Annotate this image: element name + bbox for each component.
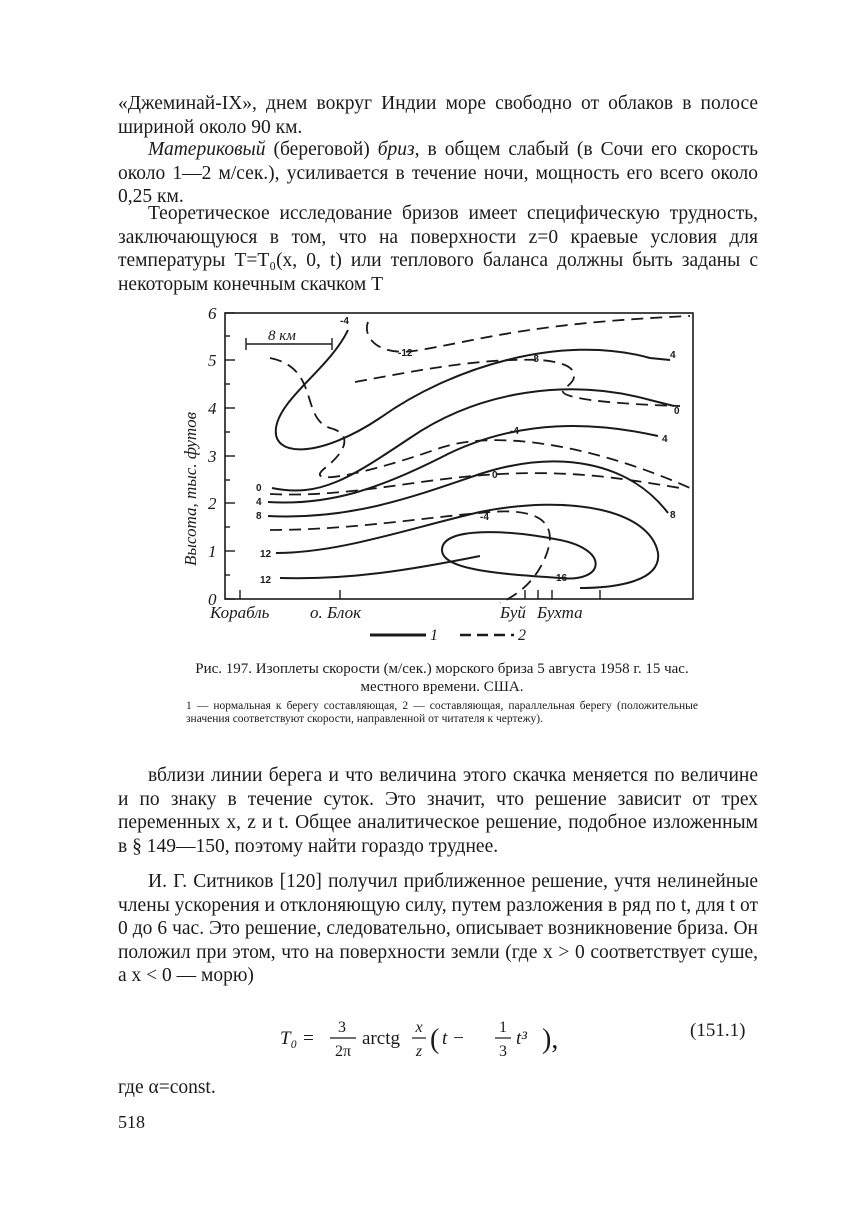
label-solid-8: 8 xyxy=(256,511,262,522)
formula-note: где α=const. xyxy=(118,1077,216,1098)
formula-coef-num: 3 xyxy=(338,1019,346,1036)
y-tick-3: 3 xyxy=(208,447,217,466)
formula-bracket-open: ( xyxy=(430,1024,440,1055)
contour-dashed-minus8 xyxy=(355,360,680,406)
label-solid-12a: 12 xyxy=(260,549,272,560)
paragraph-1: «Джеминай-IX», днем вокруг Индии море свободно от облаков в полосе шириной около 90 км. xyxy=(118,93,758,138)
y-tick-marks xyxy=(225,313,235,599)
formula-coef-den: 2π xyxy=(334,1043,352,1060)
label-solid-8-right: 8 xyxy=(670,510,676,521)
contour-dashed-minus4-lower xyxy=(270,511,550,603)
place-ship: Корабль xyxy=(210,603,270,622)
contour-solid-8-upper xyxy=(268,461,668,516)
label-dashed-0: 0 xyxy=(492,470,498,481)
scale-label: 8 км xyxy=(268,328,296,344)
formula-lhs: T₀ = xyxy=(280,1028,315,1049)
paragraph-5: И. Г. Ситников [120] получил приближенное решение, учтя нелинейные члены ускорения и отклоняющую силу, путем разложения в ряд по t, для t от 0 до 6 час. Это решение, следовательно, описывает возникновение бриза. Он положил при этом, что на поверхности земли (где x > 0 соответствует суше, а x < 0 — морю) xyxy=(118,871,758,986)
y-axis-label: Высота, тыс. футов xyxy=(181,411,200,566)
equation-number: (151.1) xyxy=(690,1020,746,1041)
formula-151-1 xyxy=(280,1012,580,1066)
place-block-island: о. Блок xyxy=(310,603,362,622)
label-dashed-minus4: -4 xyxy=(510,426,519,437)
y-tick-6: 6 xyxy=(208,304,217,323)
y-tick-1: 1 xyxy=(208,542,217,561)
formula-frac-num: x xyxy=(415,1019,423,1036)
contour-dashed-minus4 xyxy=(270,358,690,488)
legend-dashed-number: 2 xyxy=(518,627,526,644)
y-tick-4: 4 xyxy=(208,399,217,418)
p2-rest: , в общем слабый (в Сочи его скорость около 1—2 м/сек.), усиливается в течение ночи, мощность его всего около 0,25 км. xyxy=(118,139,758,207)
formula-t: t − xyxy=(442,1028,465,1049)
paragraph-3: Теоретическое исследование бризов имеет специфическую трудность, заключающуюся в том, что на поверхности z=0 краевые условия для температуры T=T₀(x, 0, t) или теплового баланса должны быть заданы с некоторым конечным скачком T xyxy=(118,203,758,295)
label-solid-12b: 12 xyxy=(260,575,272,586)
isopleth-figure xyxy=(180,298,710,658)
term-breeze: бриз xyxy=(377,139,415,160)
contour-solid-12-low xyxy=(280,556,480,578)
page-number: 518 xyxy=(118,1112,145,1132)
label-solid-0: 0 xyxy=(256,483,262,494)
figure-legend xyxy=(370,627,526,644)
paragraph-2 xyxy=(118,138,758,209)
dashed-contours xyxy=(270,316,690,603)
contour-solid-top xyxy=(276,330,670,449)
contour-solid-4-upper xyxy=(268,426,658,503)
formula-t3: t³ xyxy=(516,1028,527,1049)
plot-frame xyxy=(225,313,693,599)
y-tick-5: 5 xyxy=(208,351,217,370)
label-dashed-minus12: -12 xyxy=(398,348,413,359)
place-bay: Бухта xyxy=(537,603,583,622)
p2-mid: (береговой) xyxy=(265,139,378,160)
figure-caption-note: 1 — нормальная к берегу составляющая, 2 — составляющая, параллельная берегу (положительные значения соответствуют скорости, направленной от читателя к чертежу). xyxy=(186,700,698,725)
formula-frac-den: z xyxy=(415,1043,423,1060)
formula-bracket-close: ), xyxy=(542,1024,559,1055)
formula-func: arctg xyxy=(362,1028,400,1049)
term-continental: Материковый xyxy=(148,139,266,160)
formula-inner-den: 3 xyxy=(499,1043,507,1060)
legend-solid-number: 1 xyxy=(430,627,438,644)
scale-bar xyxy=(246,328,332,350)
y-tick-2: 2 xyxy=(208,494,217,513)
label-solid-4-right2: 4 xyxy=(662,434,668,445)
figure-caption-title: Рис. 197. Изоплеты скорости (м/сек.) морского бриза 5 августа 1958 г. 15 час. местного времени. США. xyxy=(195,661,689,695)
label-dashed-minus4-top: -4 xyxy=(340,316,349,327)
place-buoy: Буй xyxy=(500,603,526,622)
contour-solid-16 xyxy=(442,532,596,578)
x-tick-marks xyxy=(240,590,600,599)
label-dashed-minus8: -8 xyxy=(530,354,539,365)
contour-solid-12-outer xyxy=(276,505,658,588)
label-solid-4-right: 4 xyxy=(670,350,676,361)
paragraph-4: вблизи линии берега и что величина этого скачка меняется по величине и по знаку в течение суток. Это значит, что решение зависит от трех переменных x, z и t. Общее аналитическое решение, подобное изложенным в § 149—150, поэтому найти гораздо труднее. xyxy=(118,765,758,857)
formula-inner-num: 1 xyxy=(499,1019,507,1036)
label-solid-0-right: 0 xyxy=(674,406,680,417)
contour-dashed-minus12 xyxy=(367,316,690,352)
label-dashed-minus4-lower: -4 xyxy=(480,512,489,523)
label-solid-16: 16 xyxy=(556,573,568,584)
label-solid-4: 4 xyxy=(256,497,262,508)
y-tick-0: 0 xyxy=(208,590,217,609)
